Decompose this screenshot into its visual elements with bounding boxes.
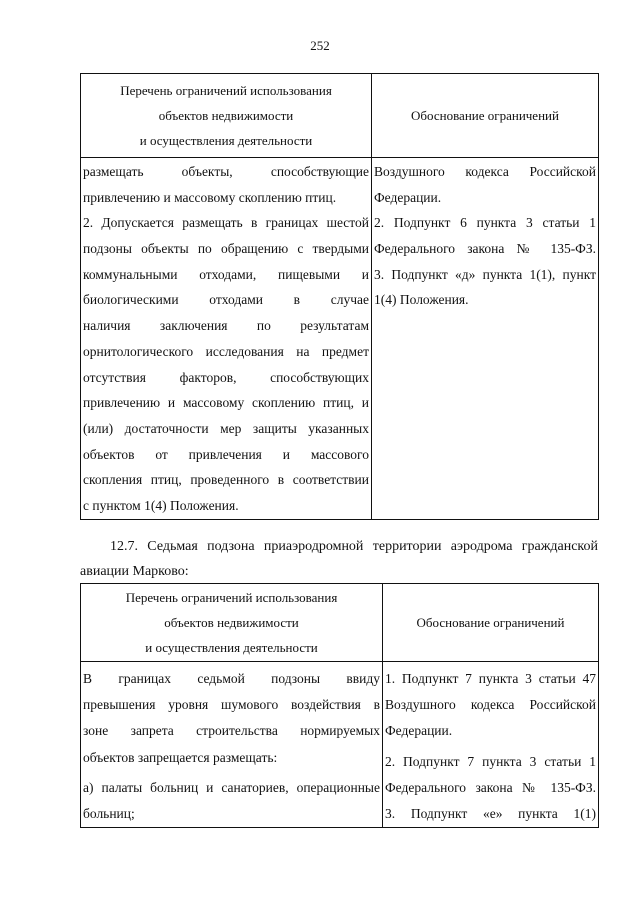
text-line: 1. Подпункт 7 пункта 3 статьи 47 — [385, 671, 596, 686]
text-line: В границах седьмой подзоны ввиду — [83, 671, 380, 686]
text-line: подзоны объекты по обращению с твердыми — [83, 241, 369, 257]
text-line: привлечению и массовому скоплению птиц, и — [83, 395, 369, 411]
text-line: больниц; — [83, 805, 135, 821]
text-line: 1(4) Положения. — [374, 292, 469, 308]
text-line: 3. Подпункт «е» пункта 1(1) — [385, 805, 596, 821]
header-line: Обоснование ограничений — [416, 615, 565, 630]
text-line: 2. Допускается размещать в границах шестой — [83, 215, 369, 231]
text-line: превышения уровня шумового воздействия в — [83, 697, 380, 713]
text-line: Федерального закона № 135-ФЗ. — [374, 241, 596, 257]
section-title-line: авиации Марково: — [80, 564, 189, 579]
text-line: а) палаты больниц и санаториев, операционные — [83, 779, 380, 795]
header-line: Обоснование ограничений — [411, 108, 559, 123]
text-line: размещать объекты, способствующие — [83, 164, 369, 179]
header-line: и осуществления деятельности — [145, 640, 318, 655]
justification-cell — [383, 662, 599, 828]
restrictions-table-6 — [80, 73, 599, 520]
section-title — [80, 534, 598, 584]
header-justification — [383, 584, 599, 662]
text-line: Воздушного кодекса Российской — [374, 164, 596, 179]
header-restrictions-list — [81, 584, 383, 662]
section-title-line: 12.7. Седьмая подзона приаэродромной территории аэродрома гражданской — [110, 539, 598, 554]
text-line: 2. Подпункт 7 пункта 3 статьи 1 — [385, 753, 596, 769]
header-line: Перечень ограничений использования — [125, 590, 338, 605]
text-line: объектов от привлечения и массового — [83, 446, 369, 462]
restrictions-table-7 — [80, 583, 599, 828]
header-line: объектов недвижимости — [164, 615, 299, 630]
header-restrictions-list — [81, 74, 372, 158]
page-number: 252 — [310, 38, 330, 53]
text-line: наличия заключения по результатам — [83, 318, 369, 334]
header-justification — [372, 74, 599, 158]
text-line: с пунктом 1(4) Положения. — [83, 497, 239, 513]
restrictions-cell — [81, 662, 383, 828]
text-line: (или) достаточности мер защиты указанных — [83, 420, 369, 436]
header-line: объектов недвижимости — [158, 108, 294, 123]
text-line: орнитологического исследования на предмет — [83, 343, 369, 359]
text-line: 3. Подпункт «д» пункта 1(1), пункт — [374, 266, 596, 282]
text-line: объектов запрещается размещать: — [83, 749, 278, 765]
justification-cell — [372, 158, 599, 520]
text-line: привлечению и массовому скоплению птиц. — [83, 189, 337, 205]
header-line: Перечень ограничений использования — [120, 83, 332, 98]
text-line: 2. Подпункт 6 пункта 3 статьи 1 — [374, 215, 596, 231]
text-line: скопления птиц, проведенного в соответствии — [83, 472, 369, 488]
text-line: Воздушного кодекса Российской — [385, 697, 596, 713]
text-line: зоне запрета строительства нормируемых — [83, 723, 380, 739]
restrictions-cell — [81, 158, 372, 520]
text-line: биологическими отходами в случае — [83, 292, 369, 308]
text-line: Федерального закона № 135-ФЗ. — [385, 779, 596, 795]
text-line: Федерации. — [374, 189, 442, 205]
text-line: Федерации. — [385, 723, 453, 739]
text-line: отсутствия факторов, способствующих — [83, 369, 369, 385]
text-line: коммунальными отходами, пищевыми и — [83, 266, 369, 282]
header-line: и осуществления деятельности — [139, 133, 313, 148]
